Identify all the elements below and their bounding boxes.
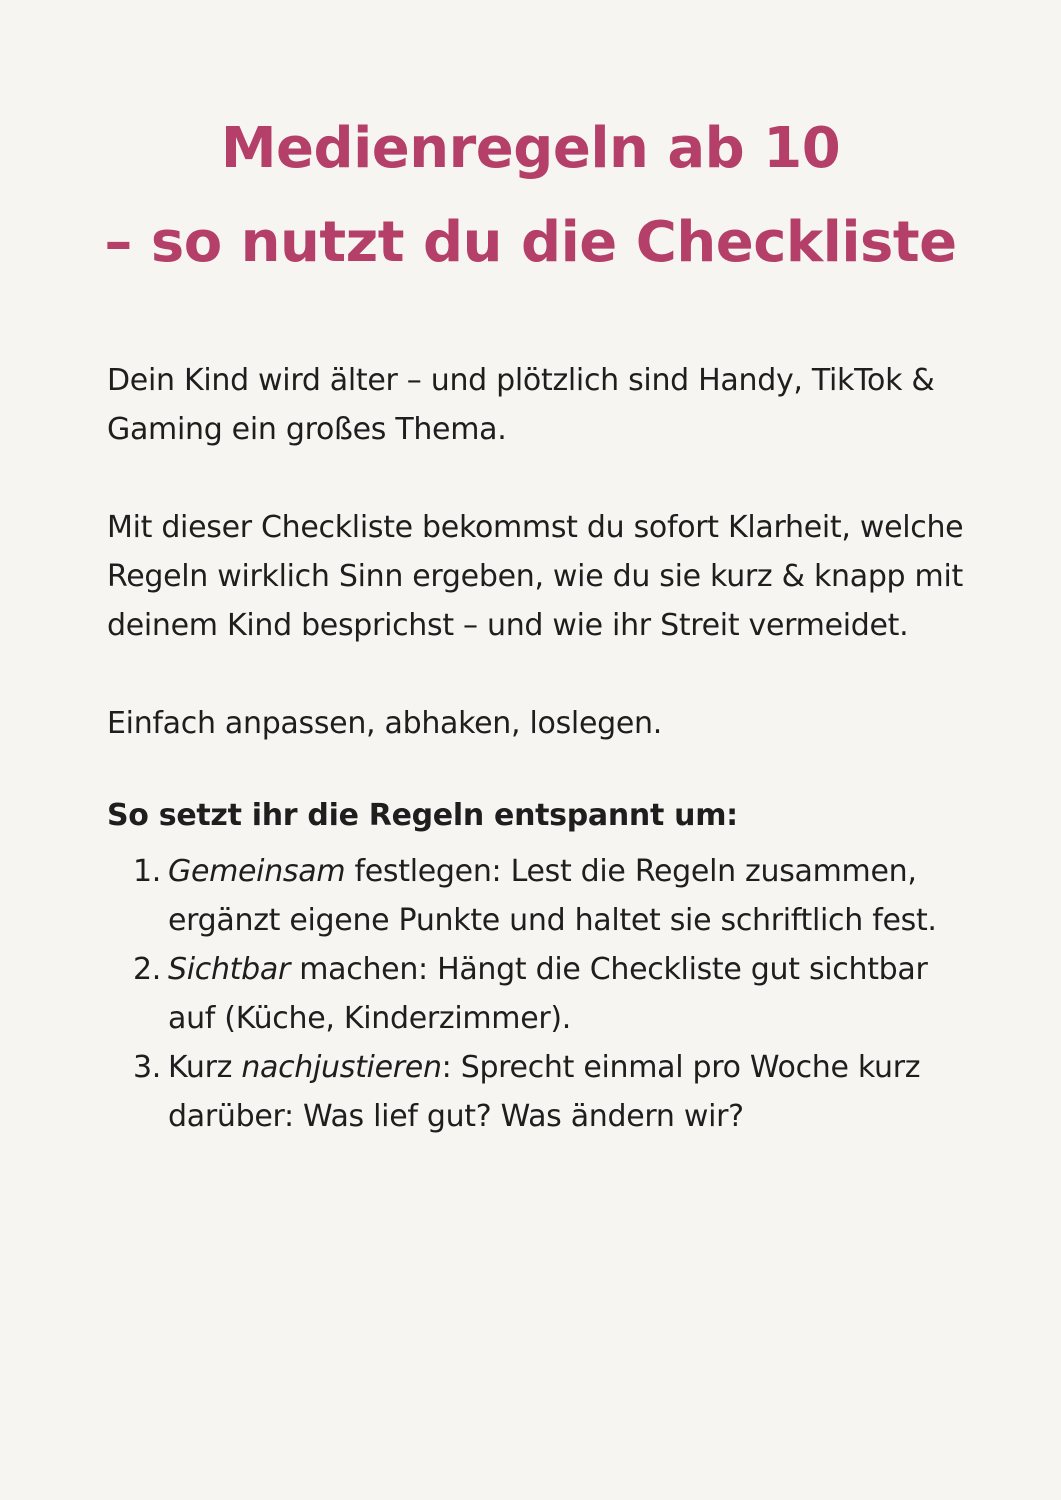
step-number: 1. xyxy=(133,854,162,889)
step-item-2 xyxy=(107,945,977,1043)
step-item-1 xyxy=(107,847,977,945)
step-emphasis: nachjustieren xyxy=(241,1050,442,1085)
step-text: festlegen: Lest die Regeln zusammen, ergänzt eigene Punkte und haltet sie schriftlich fest. xyxy=(168,854,937,938)
intro-paragraph-2: Mit dieser Checkliste bekommst du sofort Klarheit, welche Regeln wirklich Sinn ergeben, wie du sie kurz & knapp mit deinem Kind besprichst – und wie ihr Streit vermeidet. xyxy=(107,510,964,643)
main-content xyxy=(107,356,977,1141)
step-number: 2. xyxy=(133,952,162,987)
title-line-2: – so nutzt du die Checkliste xyxy=(104,210,957,275)
step-text: : Sprecht einmal pro Woche kurz darüber: Was lief gut? Was ändern wir? xyxy=(168,1050,921,1134)
title-line-1: Medienregeln ab 10 xyxy=(220,116,841,181)
step-text-prefix: Kurz xyxy=(168,1050,242,1085)
step-text: machen: Hängt die Checkliste gut sichtbar auf (Küche, Kinderzimmer). xyxy=(168,952,928,1036)
step-number: 3. xyxy=(133,1050,162,1085)
intro-paragraph-1: Dein Kind wird älter – und plötzlich sind Handy, TikTok & Gaming ein großes Thema. xyxy=(107,363,935,447)
page-title xyxy=(0,102,1061,290)
steps-list xyxy=(107,847,977,1141)
step-emphasis: Gemeinsam xyxy=(168,854,346,889)
intro-paragraph-3: Einfach anpassen, abhaken, loslegen. xyxy=(107,706,662,741)
step-item-3 xyxy=(107,1043,977,1141)
step-emphasis: Sichtbar xyxy=(168,952,291,987)
steps-heading: So setzt ihr die Regeln entspannt um: xyxy=(107,798,738,833)
